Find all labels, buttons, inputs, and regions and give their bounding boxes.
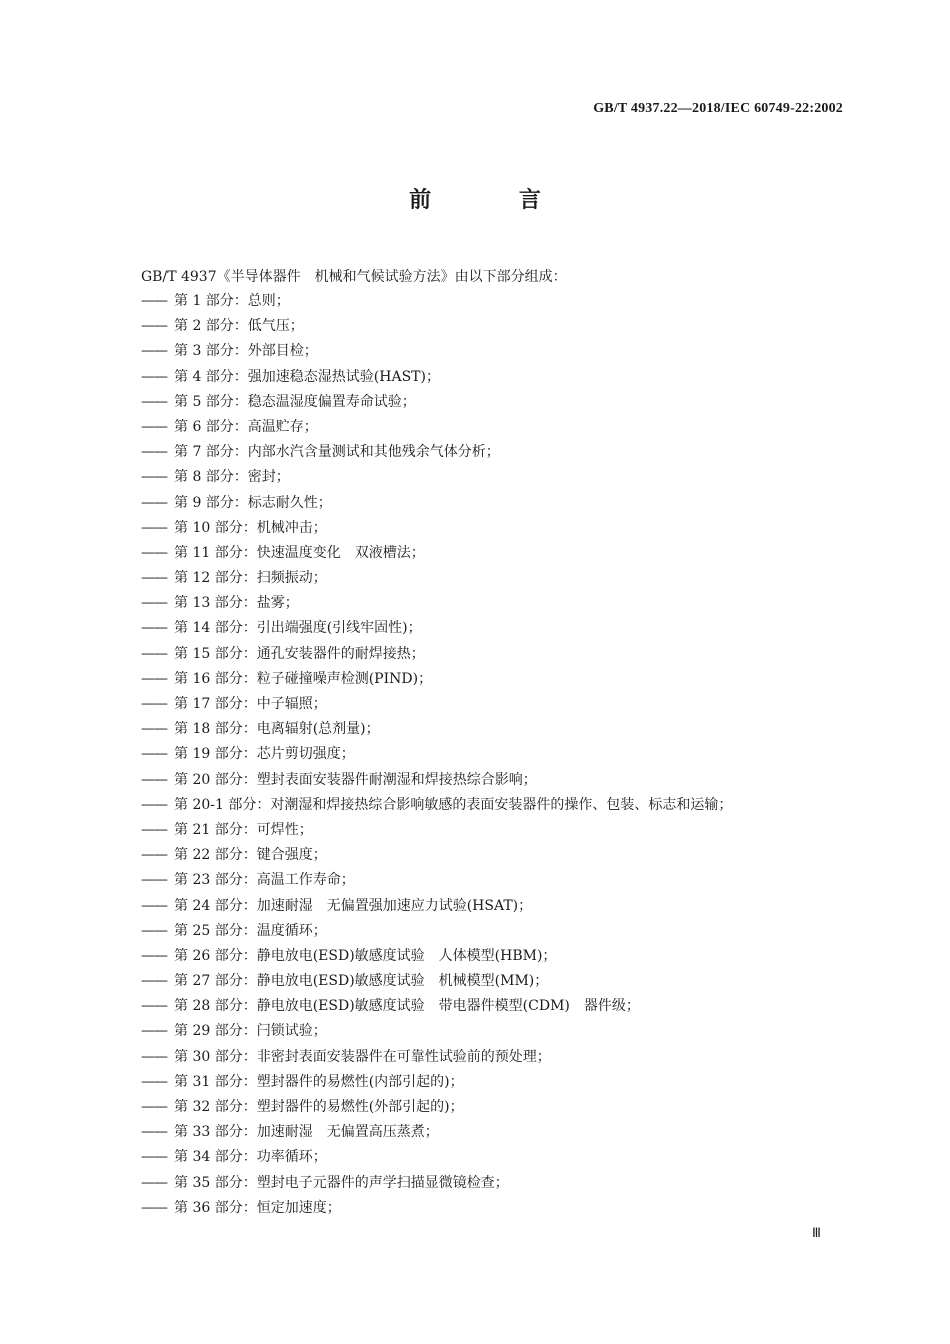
- part-text: 第 17 部分：中子辐照；: [174, 696, 327, 712]
- dash-marker: ——: [141, 343, 167, 360]
- list-item: [141, 1072, 732, 1097]
- list-item: [141, 392, 732, 417]
- part-text: 第 18 部分：电离辐射(总剂量)；: [174, 721, 380, 738]
- dash-marker: ——: [141, 847, 167, 864]
- list-item: [141, 543, 732, 568]
- dash-marker: ——: [141, 1073, 167, 1090]
- part-text: 第 25 部分：温度循环；: [174, 922, 327, 939]
- list-item: [141, 593, 732, 618]
- list-item: [141, 518, 732, 543]
- dash-marker: ——: [141, 418, 167, 435]
- list-item: [141, 669, 732, 694]
- part-text: 第 14 部分：引出端强度(引线牢固性)；: [174, 620, 422, 637]
- part-text: 第 33 部分：加速耐湿 无偏置高压蒸煮；: [174, 1124, 439, 1141]
- dash-marker: ——: [141, 293, 167, 309]
- part-text: 第 23 部分：高温工作寿命；: [174, 872, 355, 889]
- part-text: 第 15 部分：通孔安装器件的耐焊接热；: [174, 645, 425, 662]
- dash-marker: ——: [141, 469, 167, 486]
- list-item: [141, 442, 732, 467]
- part-text: 第 10 部分：机械冲击；: [174, 519, 327, 536]
- list-item: [141, 1147, 732, 1172]
- intro-paragraph: GB/T 4937《半导体器件 机械和气候试验方法》由以下部分组成：: [141, 269, 567, 285]
- dash-marker: ——: [141, 771, 167, 788]
- list-item: [141, 1097, 732, 1122]
- list-item: [141, 1122, 732, 1147]
- dash-marker: ——: [141, 1099, 167, 1115]
- list-item: [141, 367, 732, 392]
- dash-marker: ——: [141, 721, 167, 738]
- list-item: [141, 795, 732, 820]
- part-text: 第 13 部分：盐雾；: [174, 595, 299, 612]
- list-item: [141, 946, 732, 971]
- part-text: 第 2 部分：低气压；: [174, 318, 304, 335]
- dash-marker: ——: [141, 544, 167, 561]
- part-text: 第 28 部分：静电放电(ESD)敏感度试验 带电器件模型(CDM) 器件级；: [174, 998, 640, 1015]
- dash-marker: ——: [141, 570, 167, 587]
- list-item: [141, 719, 732, 744]
- part-text: 第 3 部分：外部目检；: [174, 343, 318, 360]
- dash-marker: ——: [141, 998, 167, 1015]
- part-text: 第 27 部分：静电放电(ESD)敏感度试验 机械模型(MM)；: [174, 973, 549, 990]
- parts-list: [141, 291, 732, 1223]
- part-text: 第 5 部分：稳态温湿度偏置寿命试验；: [174, 393, 416, 410]
- dash-marker: ——: [141, 1048, 167, 1065]
- list-item: [141, 618, 732, 643]
- part-text: 第 20-1 部分：对潮湿和焊接热综合影响敏感的表面安装器件的操作、包装、标志和运输；: [174, 796, 733, 813]
- dash-marker: ——: [141, 922, 167, 939]
- dash-marker: ——: [141, 872, 167, 889]
- dash-marker: ——: [141, 393, 167, 410]
- part-text: 第 29 部分：闩锁试验；: [174, 1023, 327, 1040]
- part-text: 第 1 部分：总则；: [174, 293, 290, 309]
- dash-marker: ——: [141, 796, 167, 813]
- dash-marker: ——: [141, 494, 167, 511]
- standard-code: GB/T 4937.22—2018/IEC 60749-22:2002: [593, 101, 843, 116]
- part-text: 第 4 部分：强加速稳态湿热试验(HAST)；: [174, 368, 440, 385]
- page-title: 前 言: [409, 187, 581, 213]
- dash-marker: ——: [141, 645, 167, 662]
- list-item: [141, 1021, 732, 1046]
- list-item: [141, 568, 732, 593]
- part-text: 第 30 部分：非密封表面安装器件在可靠性试验前的预处理；: [174, 1048, 551, 1065]
- dash-marker: ——: [141, 318, 167, 335]
- dash-marker: ——: [141, 947, 167, 964]
- part-text: 第 11 部分：快速温度变化 双液槽法；: [174, 544, 425, 561]
- list-item: [141, 291, 732, 316]
- dash-marker: ——: [141, 1023, 167, 1040]
- list-item: [141, 467, 732, 492]
- part-text: 第 8 部分：密封；: [174, 469, 290, 486]
- dash-marker: ——: [141, 696, 167, 712]
- part-text: 第 22 部分：键合强度；: [174, 847, 327, 864]
- list-item: [141, 1198, 732, 1223]
- list-item: [141, 996, 732, 1021]
- dash-marker: ——: [141, 595, 167, 612]
- list-item: [141, 845, 732, 870]
- list-item: [141, 1173, 732, 1198]
- list-item: [141, 417, 732, 442]
- dash-marker: ——: [141, 973, 167, 990]
- list-item: [141, 870, 732, 895]
- list-item: [141, 493, 732, 518]
- dash-marker: ——: [141, 1149, 167, 1166]
- dash-marker: ——: [141, 746, 167, 763]
- list-item: [141, 896, 732, 921]
- part-text: 第 35 部分：塑封电子元器件的声学扫描显微镜检查；: [174, 1174, 509, 1191]
- dash-marker: ——: [141, 670, 167, 687]
- part-text: 第 19 部分：芯片剪切强度；: [174, 746, 355, 763]
- dash-marker: ——: [141, 1199, 167, 1216]
- dash-marker: ——: [141, 1174, 167, 1191]
- part-text: 第 7 部分：内部水汽含量测试和其他残余气体分析；: [174, 444, 500, 461]
- list-item: [141, 341, 732, 366]
- dash-marker: ——: [141, 368, 167, 385]
- list-item: [141, 770, 732, 795]
- list-item: [141, 644, 732, 669]
- part-text: 第 9 部分：标志耐久性；: [174, 494, 332, 511]
- list-item: [141, 694, 732, 719]
- page-number: Ⅲ: [812, 1225, 821, 1240]
- part-text: 第 20 部分：塑封表面安装器件耐潮湿和焊接热综合影响；: [174, 771, 537, 788]
- list-item: [141, 921, 732, 946]
- list-item: [141, 316, 732, 341]
- dash-marker: ——: [141, 620, 167, 637]
- part-text: 第 34 部分：功率循环；: [174, 1149, 327, 1166]
- part-text: 第 6 部分：高温贮存；: [174, 418, 318, 435]
- part-text: 第 36 部分：恒定加速度；: [174, 1199, 341, 1216]
- list-item: [141, 1047, 732, 1072]
- part-text: 第 31 部分：塑封器件的易燃性(内部引起的)；: [174, 1073, 464, 1090]
- part-text: 第 24 部分：加速耐湿 无偏置强加速应力试验(HSAT)；: [174, 897, 533, 914]
- dash-marker: ——: [141, 519, 167, 536]
- dash-marker: ——: [141, 1124, 167, 1141]
- dash-marker: ——: [141, 897, 167, 914]
- part-text: 第 32 部分：塑封器件的易燃性(外部引起的)；: [174, 1099, 464, 1115]
- dash-marker: ——: [141, 821, 167, 838]
- list-item: [141, 971, 732, 996]
- list-item: [141, 820, 732, 845]
- dash-marker: ——: [141, 444, 167, 461]
- part-text: 第 26 部分：静电放电(ESD)敏感度试验 人体模型(HBM)；: [174, 947, 557, 964]
- list-item: [141, 744, 732, 769]
- part-text: 第 21 部分：可焊性；: [174, 821, 313, 838]
- part-text: 第 16 部分：粒子碰撞噪声检测(PIND)；: [174, 670, 433, 687]
- part-text: 第 12 部分：扫频振动；: [174, 570, 327, 587]
